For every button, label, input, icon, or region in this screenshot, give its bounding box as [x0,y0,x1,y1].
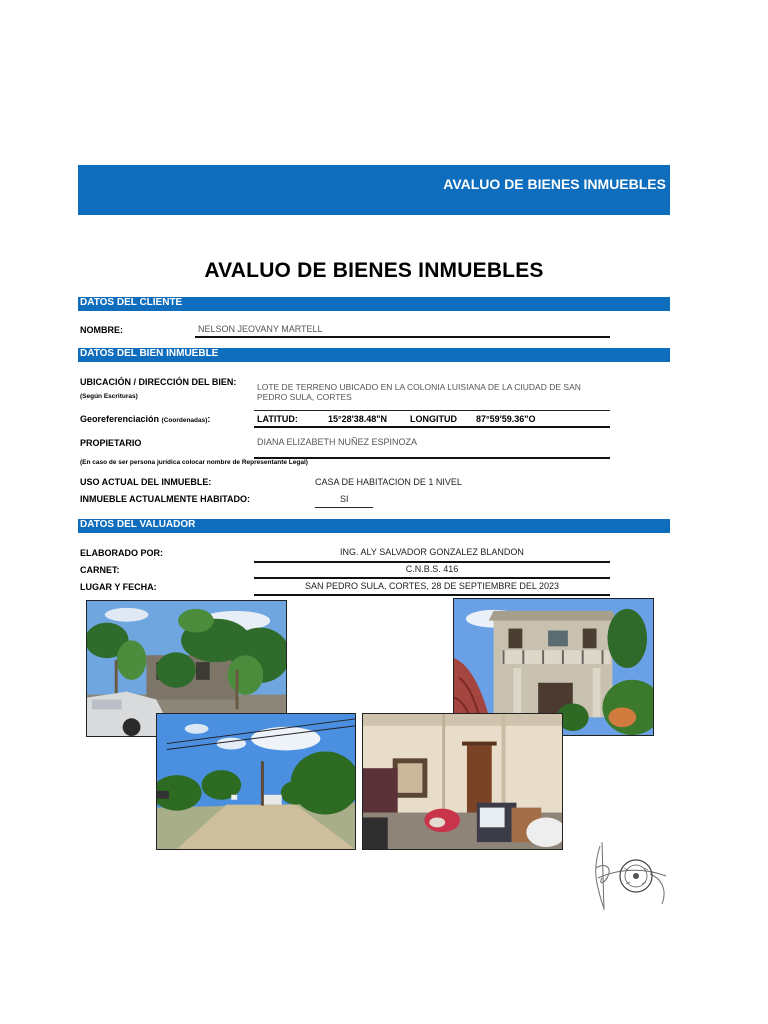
banner-title: AVALUO DE BIENES INMUEBLES [443,176,666,192]
elaborado-label: ELABORADO POR: [80,548,163,558]
habitado-value: SI [340,494,349,504]
lugar-value: SAN PEDRO SULA, CORTES, 28 DE SEPTIEMBRE DEL 2023 [304,581,560,591]
carnet-label: CARNET: [80,565,120,575]
ubicacion-value-line1: LOTE DE TERRENO UBICADO EN LA COLONIA LUISIANA DE LA CIUDAD DE SAN [257,382,581,392]
habitado-underline [315,507,373,508]
elaborado-underline [254,561,610,563]
longitud-value: 87°59'59.36"O [476,414,536,424]
photo-interior-room [362,713,563,850]
longitud-label: LONGITUD [410,414,457,424]
habitado-label: INMUEBLE ACTUALMENTE HABITADO: [80,494,250,504]
nombre-label: NOMBRE: [80,325,123,335]
section-cliente-label: DATOS DEL CLIENTE [80,297,183,308]
ubicacion-underline [254,410,610,411]
nombre-value: NELSON JEOVANY MARTELL [198,324,323,334]
ubicacion-value-line2: PEDRO SULA, CORTES [257,392,352,402]
section-bien [78,348,670,362]
carnet-underline [254,577,610,579]
latitud-label: LATITUD: [257,414,298,424]
section-valuador-label: DATOS DEL VALUADOR [80,519,196,530]
header-banner [78,165,670,215]
georef-underline [254,426,610,428]
section-cliente [78,297,670,311]
photo-dirt-road [156,713,356,850]
uso-label: USO ACTUAL DEL INMUEBLE: [80,477,212,487]
representante-note: (En caso de ser persona jurídica colocar nombre de Representante Legal) [80,459,308,466]
elaborado-value: ING. ALY SALVADOR GONZALEZ BLANDON [340,547,524,557]
ubicacion-label: UBICACIÓN / DIRECCIÓN DEL BIEN: [80,377,237,387]
section-bien-label: DATOS DEL BIEN INMUEBLE [80,348,219,359]
lugar-underline [254,594,610,596]
carnet-value: C.N.B.S. 416 [405,564,459,574]
section-valuador [78,519,670,533]
propietario-label: PROPIETARIO [80,438,142,448]
lugar-label: LUGAR Y FECHA: [80,582,157,592]
nombre-underline [195,336,610,338]
document-title: AVALUO DE BIENES INMUEBLES [204,259,544,282]
uso-value: CASA DE HABITACION DE 1 NIVEL [315,477,462,487]
propietario-value: DIANA ELIZABETH NUÑEZ ESPINOZA [257,437,418,447]
georef-label: Georeferenciación (Coordenadas): [80,414,211,424]
signature-stamp-image [590,838,672,914]
ubicacion-sublabel: (Según Escrituras) [80,393,138,400]
latitud-value: 15°28'38.48"N [328,414,388,424]
